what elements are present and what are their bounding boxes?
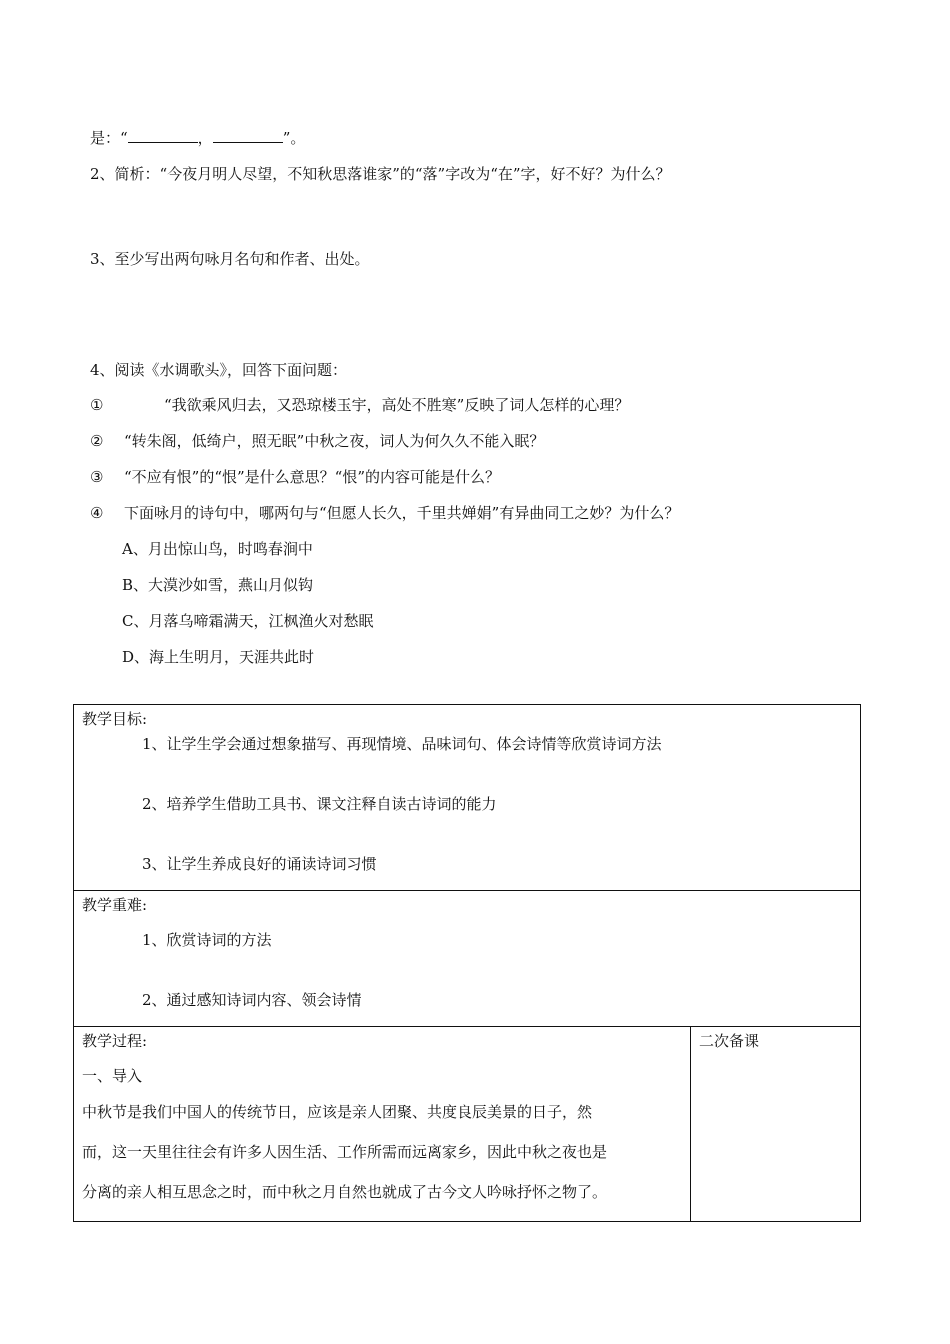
- process-row: [74, 1027, 861, 1222]
- option-a: A、月出惊山鸟，时鸣春涧中: [122, 540, 313, 558]
- process-title: 教学过程:: [82, 1032, 148, 1050]
- sub-marker: ④: [90, 504, 104, 522]
- objectives-cell: [74, 705, 861, 891]
- answer-blank-2[interactable]: [213, 128, 283, 143]
- sub-text: “不应有恨”的“恨”是什么意思？“恨”的内容可能是什么？: [124, 468, 501, 486]
- sub-text: “我欲乘风归去，又恐琼楼玉宇，高处不胜寒”反映了词人怎样的心理？: [164, 396, 630, 414]
- question-4-sub-3: [90, 467, 500, 487]
- option-b: B、大漠沙如雪，燕山月似钩: [122, 576, 314, 594]
- q1-comma: ，: [197, 129, 213, 147]
- objective-item-1: 1、让学生学会通过想象描写、再现情境、品味词句、体会诗情等欣赏诗词方法: [142, 735, 662, 753]
- intro-paragraph-line-1: 中秋节是我们中国人的传统节日，应该是亲人团聚、共度良辰美景的日子，然: [82, 1103, 593, 1121]
- objective-item-2: 2、培养学生借助工具书、课文注释自读古诗词的能力: [142, 795, 497, 813]
- key-points-row: [74, 891, 861, 1027]
- question-4-sub-2: [90, 431, 544, 451]
- key-points-title: 教学重难:: [82, 896, 148, 914]
- q1-answer-line: [90, 128, 305, 148]
- sub-marker: ③: [90, 468, 104, 486]
- lesson-plan-table: [73, 704, 861, 1222]
- objectives-row: [74, 705, 861, 891]
- question-4-sub-4: [90, 503, 679, 523]
- objectives-title: 教学目标:: [82, 710, 148, 728]
- q1-suffix: ”。: [282, 129, 306, 147]
- intro-paragraph-line-2: 而，这一天里往往会有许多人因生活、工作所需而远离家乡，因此中秋之夜也是: [82, 1143, 608, 1161]
- question-3: 3、至少写出两句咏月名句和作者、出处。: [90, 250, 370, 268]
- question-2: 2、简析：“今夜月明人尽望，不知秋思落谁家”的“落”字改为“在”字，好不好？为什么？: [90, 165, 671, 183]
- question-4-sub-1: [90, 395, 629, 415]
- key-points-cell: [74, 891, 861, 1027]
- option-c: C、月落乌啼霜满天，江枫渔火对愁眠: [122, 612, 374, 630]
- process-section-heading: 一、导入: [82, 1067, 143, 1085]
- sub-text: 下面咏月的诗句中，哪两句与“但愿人长久，千里共婵娟”有异曲同工之妙？为什么？: [124, 504, 680, 522]
- objective-item-3: 3、让学生养成良好的诵读诗词习惯: [142, 855, 377, 873]
- key-point-item-1: 1、欣赏诗词的方法: [142, 931, 272, 949]
- sub-marker: ①: [90, 396, 104, 414]
- answer-blank-1[interactable]: [128, 128, 198, 143]
- side-note-cell: [691, 1027, 861, 1222]
- q1-prefix: 是：“: [90, 129, 128, 147]
- key-point-item-2: 2、通过感知诗词内容、领会诗情: [142, 991, 362, 1009]
- intro-paragraph-line-3: 分离的亲人相互思念之时，而中秋之月自然也就成了古今文人吟咏抒怀之物了。: [82, 1183, 608, 1201]
- sub-text: “转朱阁，低绮户，照无眠”中秋之夜，词人为何久久不能入眠？: [124, 432, 545, 450]
- question-4-stem: 4、阅读《水调歌头》，回答下面问题：: [90, 361, 348, 379]
- side-note-title: 二次备课: [699, 1032, 760, 1050]
- option-d: D、海上生明月，天涯共此时: [122, 648, 315, 666]
- process-cell: [74, 1027, 691, 1222]
- sub-marker: ②: [90, 432, 104, 450]
